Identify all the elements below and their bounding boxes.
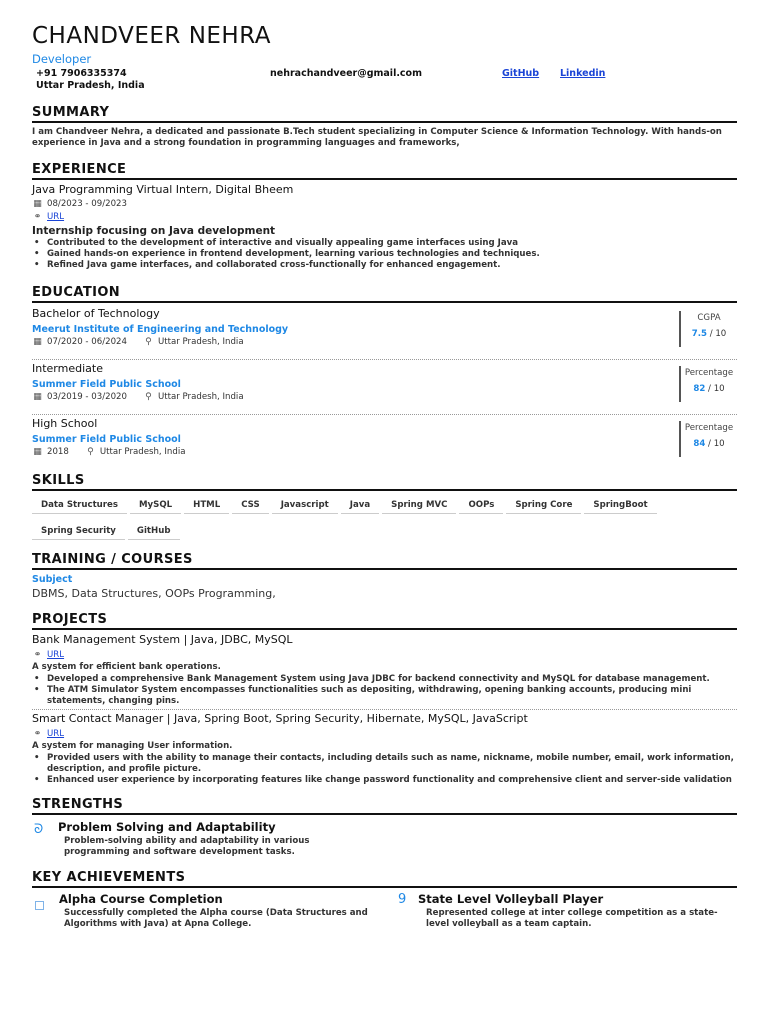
link-icon: ⚭ [33, 650, 42, 660]
skill-chip: Javascript [272, 498, 338, 514]
project-bullets [32, 753, 737, 786]
calendar-icon: ▦ [33, 447, 42, 457]
contact-row [32, 68, 737, 94]
score-value: 82 / 10 [693, 384, 725, 394]
achievement-desc: Represented college at inter college competition as a state-level volleyball as a team captain. [426, 908, 718, 929]
skill-chip: Data Structures [32, 498, 127, 514]
education-entry [32, 417, 737, 461]
divider [32, 414, 737, 415]
education-score [679, 421, 737, 457]
calendar-icon: ▦ [33, 392, 42, 402]
list-item: • Gained hands-on experience in frontend development, learning various technologies and techniques. [32, 249, 737, 260]
experience-url-row [32, 212, 737, 222]
calendar-icon: ▦ [33, 199, 42, 209]
education-degree: High School [32, 417, 98, 430]
skills-list [32, 498, 737, 540]
education-meta [32, 337, 737, 347]
list-item: • Developed a comprehensive Bank Management System using Java JDBC for backend connectivity and MySQL for database management. [32, 674, 737, 685]
education-entry [32, 362, 737, 414]
project-title: Bank Management System | Java, JDBC, MySQL [32, 633, 293, 646]
education-degree: Bachelor of Technology [32, 307, 160, 320]
skill-chip: MySQL [130, 498, 181, 514]
education-entry [32, 307, 737, 359]
list-item: • Contributed to the development of interactive and visually appealing game interfaces using Java [32, 238, 737, 249]
score-max: 10 [713, 384, 725, 394]
candidate-role: Developer [32, 52, 92, 66]
skill-chip: Spring MVC [382, 498, 456, 514]
skill-chip: GitHub [128, 524, 180, 540]
education-institution: Meerut Institute of Engineering and Technology [32, 324, 289, 335]
skill-chip: HTML [184, 498, 229, 514]
list-item: • Provided users with the ability to manage their contacts, including details such as name, nickname, mobile number, email, work information, description, and profile picture. [32, 753, 737, 775]
project-url-row [32, 729, 737, 739]
score-max: 10 [713, 439, 725, 449]
strength-title: Problem Solving and Adaptability [58, 820, 276, 834]
education-location: Uttar Pradesh, India [99, 447, 186, 457]
list-item: • The ATM Simulator System encompasses functionalities such as depositing, withdrawing, opening banking accounts, producing mini statements, changing pins. [32, 685, 737, 707]
education-location: Uttar Pradesh, India [157, 392, 244, 402]
score-value: 84 / 10 [693, 439, 725, 449]
score-number: 7.5 [691, 329, 707, 339]
training-label: Subject [32, 574, 73, 585]
training-section [32, 552, 737, 600]
volleyball-icon: 9 [398, 892, 407, 907]
training-text: DBMS, Data Structures, OOPs Programming, [32, 587, 276, 600]
achievements-row [32, 892, 737, 930]
skill-chip: SpringBoot [584, 498, 656, 514]
education-location: Uttar Pradesh, India [157, 337, 244, 347]
project-url-row [32, 650, 737, 660]
skill-chip: Java [341, 498, 379, 514]
experience-role: Java Programming Virtual Intern, Digital Bheem [32, 183, 294, 196]
map-pin-icon: ⚲ [145, 392, 152, 402]
map-pin-icon: ⚲ [145, 337, 152, 347]
experience-url-link[interactable]: URL [47, 212, 65, 222]
achievement-item [32, 892, 390, 930]
experience-dates-row [32, 199, 737, 209]
education-institution: Summer Field Public School [32, 379, 181, 390]
strength-item [32, 820, 737, 858]
project-summary: A system for managing User information. [32, 741, 233, 751]
projects-heading: PROJECTS [32, 612, 737, 630]
education-dates: 07/2020 - 06/2024 [47, 337, 127, 347]
score-number: 84 [693, 439, 706, 449]
link-icon: ⚭ [33, 212, 42, 222]
score-label: Percentage [684, 368, 734, 378]
achievement-title: State Level Volleyball Player [418, 892, 604, 906]
score-label: CGPA [697, 313, 721, 323]
score-number: 82 [693, 384, 706, 394]
achievements-heading: KEY ACHIEVEMENTS [32, 870, 737, 888]
calendar-icon: ▦ [33, 337, 42, 347]
linkedin-link[interactable]: Linkedin [560, 68, 606, 79]
experience-bullets [32, 238, 737, 271]
education-meta [32, 447, 737, 457]
location: Uttar Pradesh, India [36, 80, 145, 91]
training-heading: TRAINING / COURSES [32, 552, 737, 570]
education-score [679, 311, 737, 347]
skill-chip: OOPs [459, 498, 503, 514]
achievements-section [32, 870, 737, 930]
skill-chip: Spring Core [506, 498, 581, 514]
phone-number: +91 7906335374 [36, 68, 127, 79]
education-dates: 2018 [47, 447, 69, 457]
summary-section [32, 105, 737, 149]
candidate-name: CHANDVEER NEHRA [32, 23, 272, 49]
strength-desc: Problem-solving ability and adaptability in various programming and software development tasks. [64, 836, 310, 857]
skill-chip: Spring Security [32, 524, 125, 540]
email-address[interactable]: nehrachandveer@gmail.com [270, 68, 422, 79]
skills-heading: SKILLS [32, 473, 737, 491]
education-meta [32, 392, 737, 402]
achievement-desc: Successfully completed the Alpha course (Data Structures and Algorithms with Java) at Apna College. [64, 908, 368, 929]
score-value: 7.5 / 10 [691, 329, 727, 339]
resume-page [32, 22, 737, 930]
skills-section [32, 473, 737, 540]
list-item: • Refined Java game interfaces, and collaborated cross-functionally for enhanced engagement. [32, 260, 737, 271]
strengths-section [32, 797, 737, 858]
link-icon: ⚭ [33, 729, 42, 739]
achievement-title: Alpha Course Completion [59, 892, 223, 906]
experience-section [32, 162, 737, 271]
education-score [679, 366, 737, 402]
strengths-heading: STRENGTHS [32, 797, 737, 815]
education-dates: 03/2019 - 03/2020 [47, 392, 127, 402]
checkbox-icon [32, 892, 59, 930]
lightbulb-icon: ᘐ [34, 822, 44, 837]
experience-subtitle: Internship focusing on Java development [32, 225, 276, 237]
divider [32, 709, 737, 710]
education-section [32, 285, 737, 461]
map-pin-icon: ⚲ [87, 447, 94, 457]
project-url-link[interactable]: URL [47, 650, 65, 660]
project-title: Smart Contact Manager | Java, Spring Boot, Spring Security, Hibernate, MySQL, JavaScript [32, 712, 528, 725]
summary-heading: SUMMARY [32, 105, 737, 123]
list-item: • Enhanced user experience by incorporating features like change password functionality and comprehensive client and server-side validation [32, 775, 737, 786]
education-institution: Summer Field Public School [32, 434, 181, 445]
divider [32, 359, 737, 360]
project-url-link[interactable]: URL [47, 729, 65, 739]
summary-text: I am Chandveer Nehra, a dedicated and passionate B.Tech student specializing in Computer Science & Information Technology. With hands-on experience in Java and a strong foundation in programming languages and frameworks, [32, 127, 722, 148]
score-max: 10 [715, 329, 727, 339]
achievement-item [390, 892, 737, 930]
score-label: Percentage [684, 423, 734, 433]
project-bullets [32, 674, 737, 707]
github-link[interactable]: GitHub [502, 68, 540, 79]
projects-section [32, 612, 737, 786]
experience-dates: 08/2023 - 09/2023 [47, 199, 127, 209]
education-degree: Intermediate [32, 362, 103, 375]
project-summary: A system for efficient bank operations. [32, 662, 221, 672]
education-heading: EDUCATION [32, 285, 737, 303]
skill-chip: CSS [232, 498, 268, 514]
experience-heading: EXPERIENCE [32, 162, 737, 180]
project-entry [32, 712, 737, 786]
project-entry [32, 633, 737, 707]
